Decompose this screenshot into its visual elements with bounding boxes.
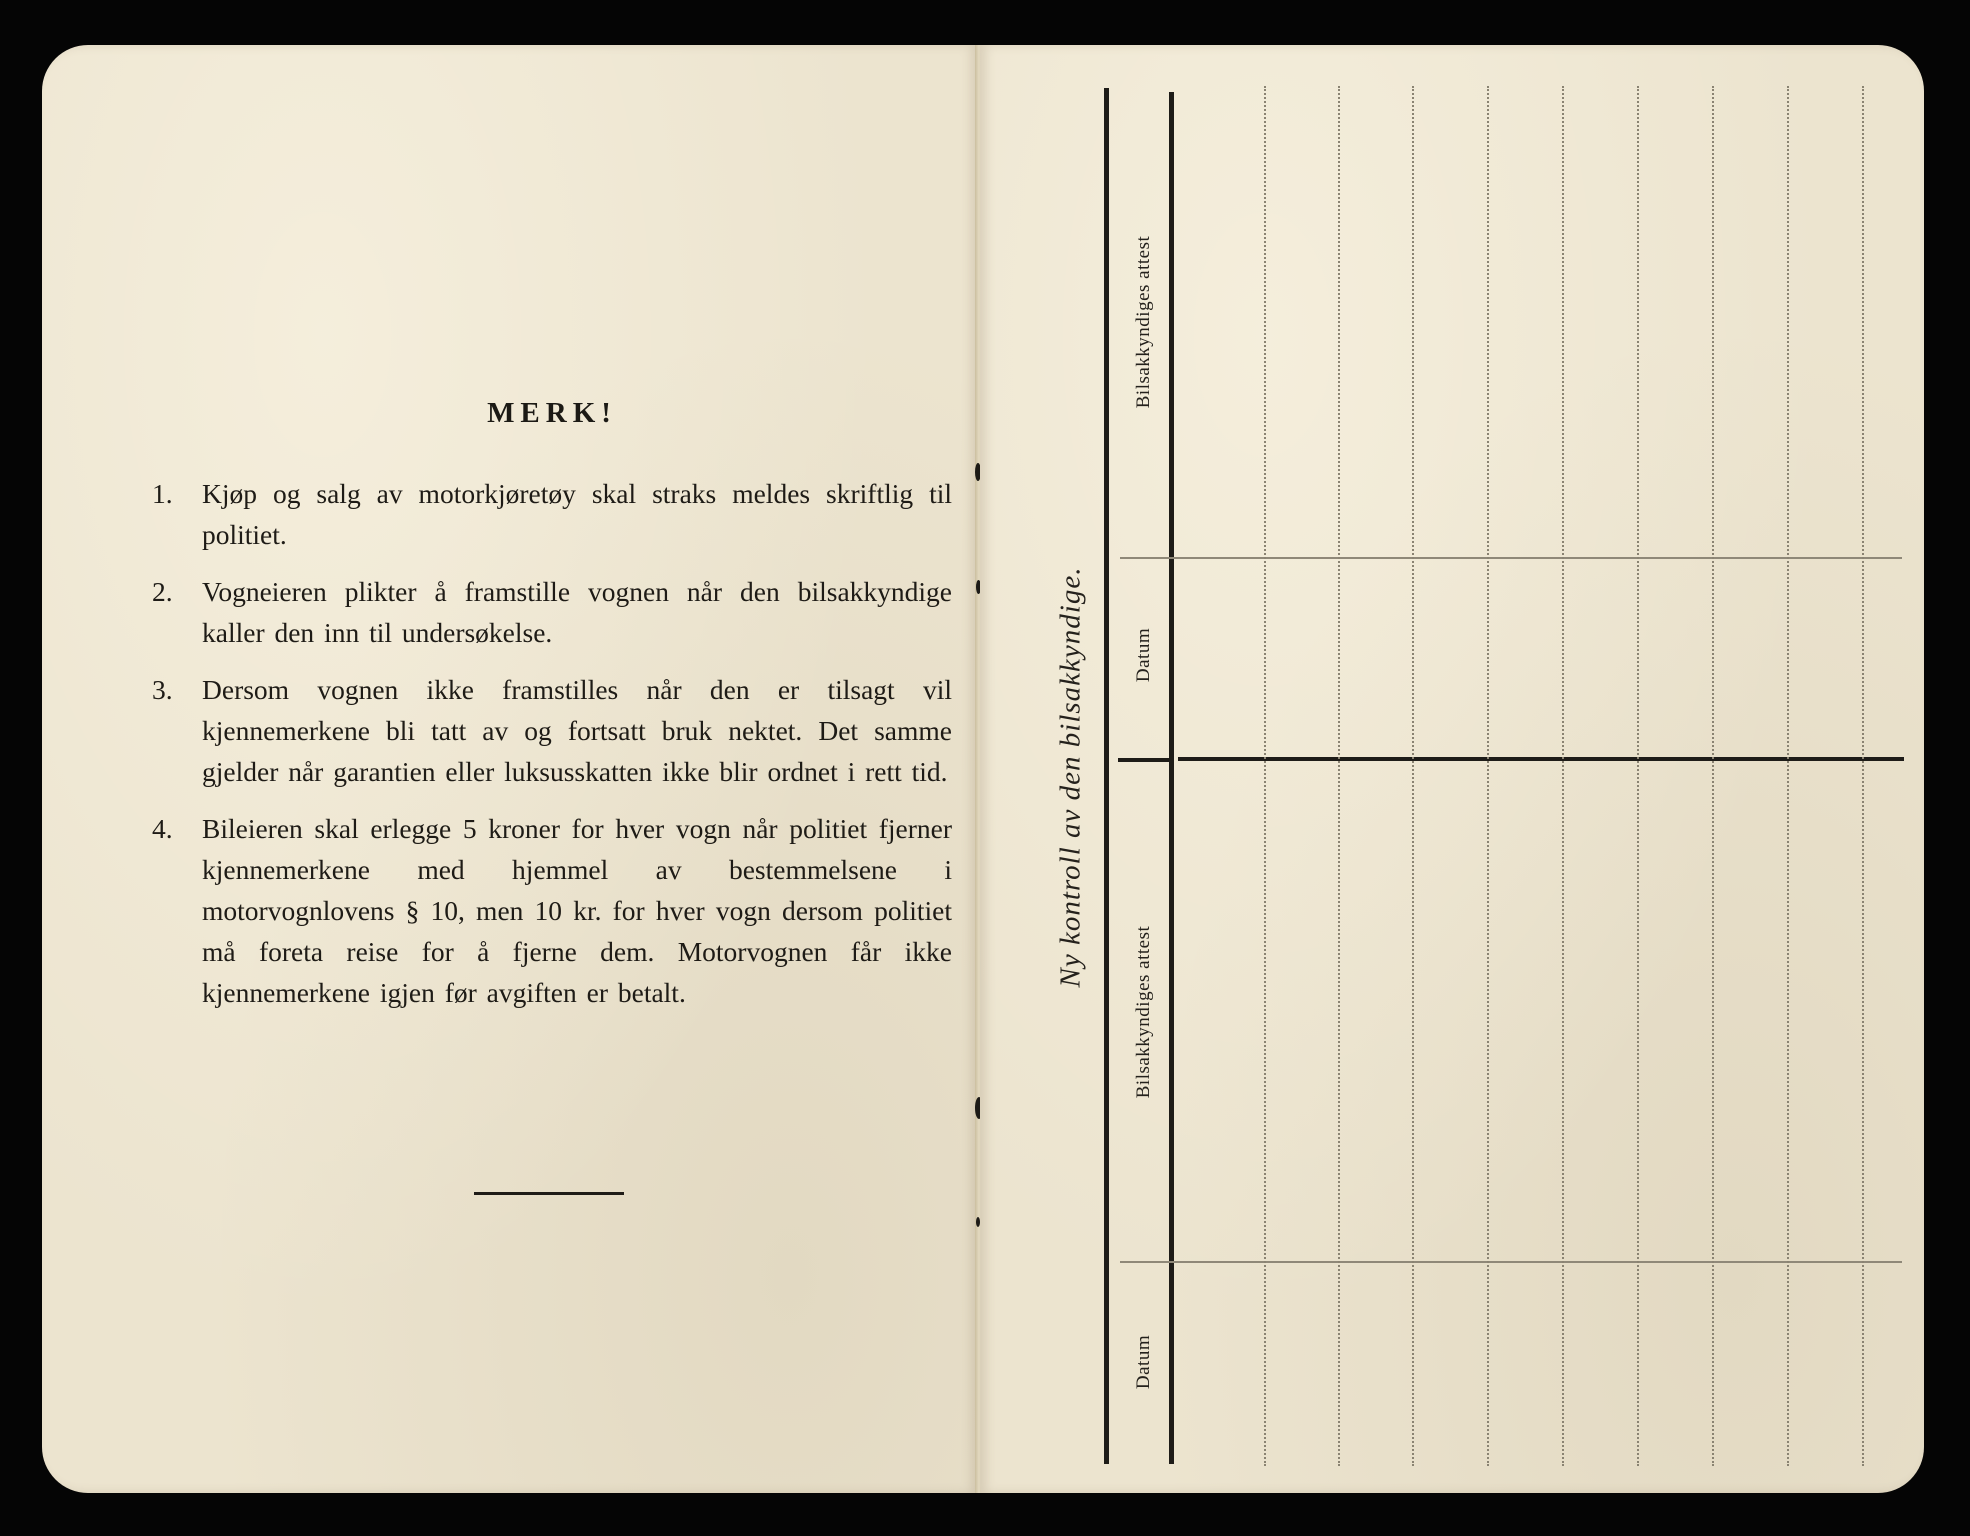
notice-list (152, 473, 952, 1029)
writing-line (1338, 86, 1340, 1466)
attest-datum-separator-bottom (1120, 1261, 1902, 1263)
notice-heading: MERK! (487, 397, 617, 429)
form-title: Ny kontroll av den bilsakkyndige. (1054, 566, 1087, 988)
notice-item-3 (152, 669, 952, 792)
writing-line (1264, 86, 1266, 1466)
label-datum-top: Datum (1133, 627, 1154, 683)
item-text: Bileieren skal erlegge 5 kroner for hver vogn når politiet fjerner kjennemerkene med hjemmel av bestemmelsene i motorvognlovens § 10, men 10 kr. for hver vogn dersom politiet må foreta reise for å fjerne dem. Motorvognen får ikke kjennemerkene igjen før avgiften er betalt. (202, 813, 952, 1008)
notice-item-1 (152, 473, 952, 555)
item-text: Vogneieren plikter å framstille vognen når den bilsakkyndige kaller den inn til undersøkelse. (202, 576, 952, 648)
form-label-rule (1169, 92, 1174, 1464)
item-number: 3. (152, 674, 173, 705)
right-page (980, 45, 1924, 1493)
item-number: 2. (152, 576, 173, 607)
label-attest-top: Bilsakkyndiges attest (1133, 235, 1154, 409)
left-page (42, 45, 977, 1493)
item-number: 1. (152, 478, 173, 509)
writing-line (1787, 86, 1789, 1466)
writing-line (1637, 86, 1639, 1466)
form-left-rule (1104, 88, 1109, 1464)
item-text: Kjøp og salg av motorkjøretøy skal straks meldes skriftlig til politiet. (202, 478, 952, 550)
item-text: Dersom vognen ikke framstilles når den er tilsagt vil kjennemerkene bli tatt av og fortsatt bruk nektet. Det samme gjelder når garantien eller luksusskatten ikke blir ordnet i rett tid. (202, 674, 952, 787)
writing-line (1862, 86, 1864, 1466)
label-datum-bottom: Datum (1133, 1334, 1154, 1390)
writing-line (1487, 86, 1489, 1466)
writing-line (1412, 86, 1414, 1466)
section-divider (1178, 757, 1904, 761)
writing-line (1562, 86, 1564, 1466)
writing-line (1712, 86, 1714, 1466)
attest-datum-separator-top (1120, 557, 1902, 559)
closing-rule (474, 1192, 624, 1195)
notice-item-4 (152, 808, 952, 1013)
section-divider-left (1118, 758, 1170, 762)
notice-item-2 (152, 571, 952, 653)
label-attest-bottom: Bilsakkyndiges attest (1133, 925, 1154, 1099)
item-number: 4. (152, 813, 173, 844)
